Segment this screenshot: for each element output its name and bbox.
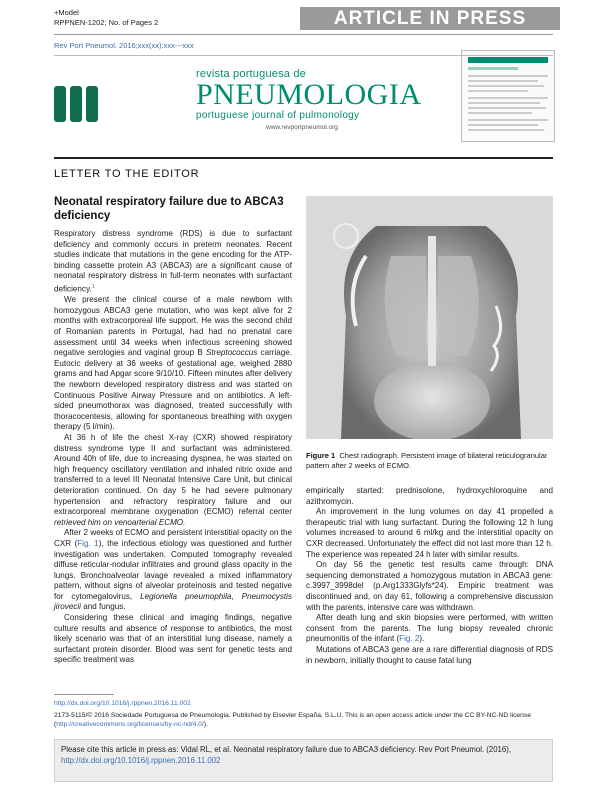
license-text: 2173-5115/© 2016 Sociedade Portuguesa de Pneumologia. Published by Elsevier España, S.L.U. This is an open access article under the CC BY-NC-ND license (http://creativecommons.org/licenses/by-nc-nd/4.0/). [54,712,531,728]
chest-xray-image [306,196,553,439]
masthead-rule [54,157,553,159]
reference-link[interactable]: 1 [91,283,95,290]
article-title: Neonatal respiratory failure due to ABCA3 deficiency [54,196,284,222]
header-ref [54,8,158,28]
journal-name-top: revista portuguesa de [196,68,306,80]
citation-doi-link[interactable]: http://dx.doi.org/10.1016/j.rppnen.2016.11.002 [61,755,221,765]
journal-name-main: PNEUMOLOGIA [196,78,422,111]
paragraph: After 2 weeks of ECMO and persistent interstitial opacity on the CXR (Fig. 1), the infectious etiology was questioned and further investigation was undertaken. Computed tomography revealed diffuse reticular-nodular infiltrates and ground glass opacity in the lungs. Bronchoalveolar lavage revealed a mixed inflammatory pattern, without signs of alveolar proteinosis and tested negative for cytomegalovirus, Legionella pneumophila, Pneumocystis jirovecii and fungus. [54,528,292,612]
figure-link[interactable]: Fig. 2 [399,634,420,644]
section-title: LETTER TO THE EDITOR [54,168,200,180]
elsevier-logo-icon [54,86,100,127]
header-rule [54,34,553,35]
paragraph: Respiratory distress syndrome (RDS) is due to surfactant deficiency and commonly occurs in preterm neonates. Recent studies indicate that mutations in the gene encoding for the ATP-binding cassette protein A3 (ABCA3) are a significant cause of neonatal respiratory distress in full-term neonates with surfactant deficiency.$^1$ [54,229,292,294]
paragraph: Considering these clinical and imaging findings, negative culture results and absence of response to antibiotics, the most likely scenario was that of an interstitial lung disease, namely a surfactant protein disorder. Blood was sent for genetic tests and specific treatment was [54,613,292,665]
license-link[interactable]: http://creativecommons.org/licenses/by-nc-nd/4.0/ [56,721,204,728]
ref-line: RPPNEN-1202; No. of Pages 2 [54,18,159,27]
paragraph: empirically started: prednisolone, hydroxychloroquine and azithromycin. [306,486,553,506]
journal-citation: Rev Port Pneumol. 2016;xxx(xx):xxx---xxx [54,41,194,50]
figure-link[interactable]: Fig. 1 [77,538,99,548]
citation-rule [54,55,553,56]
body-column-right [306,486,553,666]
paragraph: On day 56 the genetic test results came through: DNA sequencing demonstrated a homozygous mutation in ABCA3 gene: c.3997_3998del (p.Arg1333Glyfs*24). Empiric treatment was discontinued and, on day 61, following a comprehensive discussion with the parents, intensive care was withdrawn. [306,560,553,612]
footnote-rule [54,694,114,695]
citation-box: Please cite this article in press as: Vidal RL, et al. Neonatal respiratory failure due to ABCA3 deficiency. Rev Port Pneumol. (2016), http://dx.doi.org/10.1016/j.rppnen.2016.11.002 [54,739,553,782]
figure-caption: Figure 1 Chest radiograph. Persistent image of bilateral reticulogranular pattern after 2 weeks of ECMO. [306,451,548,470]
body-column-left [54,229,292,666]
journal-masthead [196,68,422,131]
doi-link[interactable]: http://dx.doi.org/10.1016/j.rppnen.2016.11.002 [54,700,191,707]
paragraph: An improvement in the lung volumes on day 41 propelled a therapeutic trial with lung surfactant. During the following 12 h lung volumes increased to around 6 ml/kg and the interstitial opacity on CXR decreased. Unfortunately the effect did not last more than 12 h. The experience was repeated 24 h later with similar results. [306,507,553,559]
figure-label: Figure 1 [306,451,336,460]
article-in-press-banner: ARTICLE IN PRESS [300,7,560,30]
journal-name-sub: portuguese journal of pulmonology [196,110,360,121]
paragraph: At 36 h of life the chest X-ray (CXR) showed respiratory distress syndrome type II and surfactant was administered. Around 40h of life, due to increasing dyspnea, he was started on high frequency oscillatory ventilation and inhaled nitric oxide and transferred to a level III Neonatal Intensive Care Unit, but clinical deterioration continued. On day 5 he had severe pulmonary hypertension and refractory respiratory failure and our extracorporeal membrane oxygenation (ECMO) referral center retrieved him on venoarterial ECMO. [54,432,292,527]
model-label: +Model [54,8,79,17]
journal-cover-thumbnail [461,50,555,142]
journal-url[interactable]: www.revportpneumol.org [266,124,338,131]
paragraph: After death lung and skin biopsies were performed, with written consent from the parents. The lung biopsy revealed chronic pneumonitis of the infant (Fig. 2). [306,613,553,644]
paragraph: Mutations of ABCA3 gene are a rare differential diagnosis of RDS in newborn, initially thought to cause fatal lung [306,644,553,665]
paragraph: We present the clinical course of a male newborn with homozygous ABCA3 gene mutation, who was kept alive for 2 months with extracorporeal life support. He was the second child of Romanian parents in Portugal, had had no prenatal care assessment until 34 weeks when infectious screening showed negative serologies and vaginal group B Streptococcus carriage. Eutocic delivery at 36 weeks of gestational age, weighed 2880 grams and had Apgar score 9/10/10. Fifteen minutes after delivery the newborn developed respiratory distress and was started on Continuous Positive Airway Pressure and on antibiotics. A left-sided pneumothorax was diagnosed, treated successfully with thoracocentesis, allowing for spontaneous breathing with oxygen therapy (5 l/min). [54,295,293,432]
